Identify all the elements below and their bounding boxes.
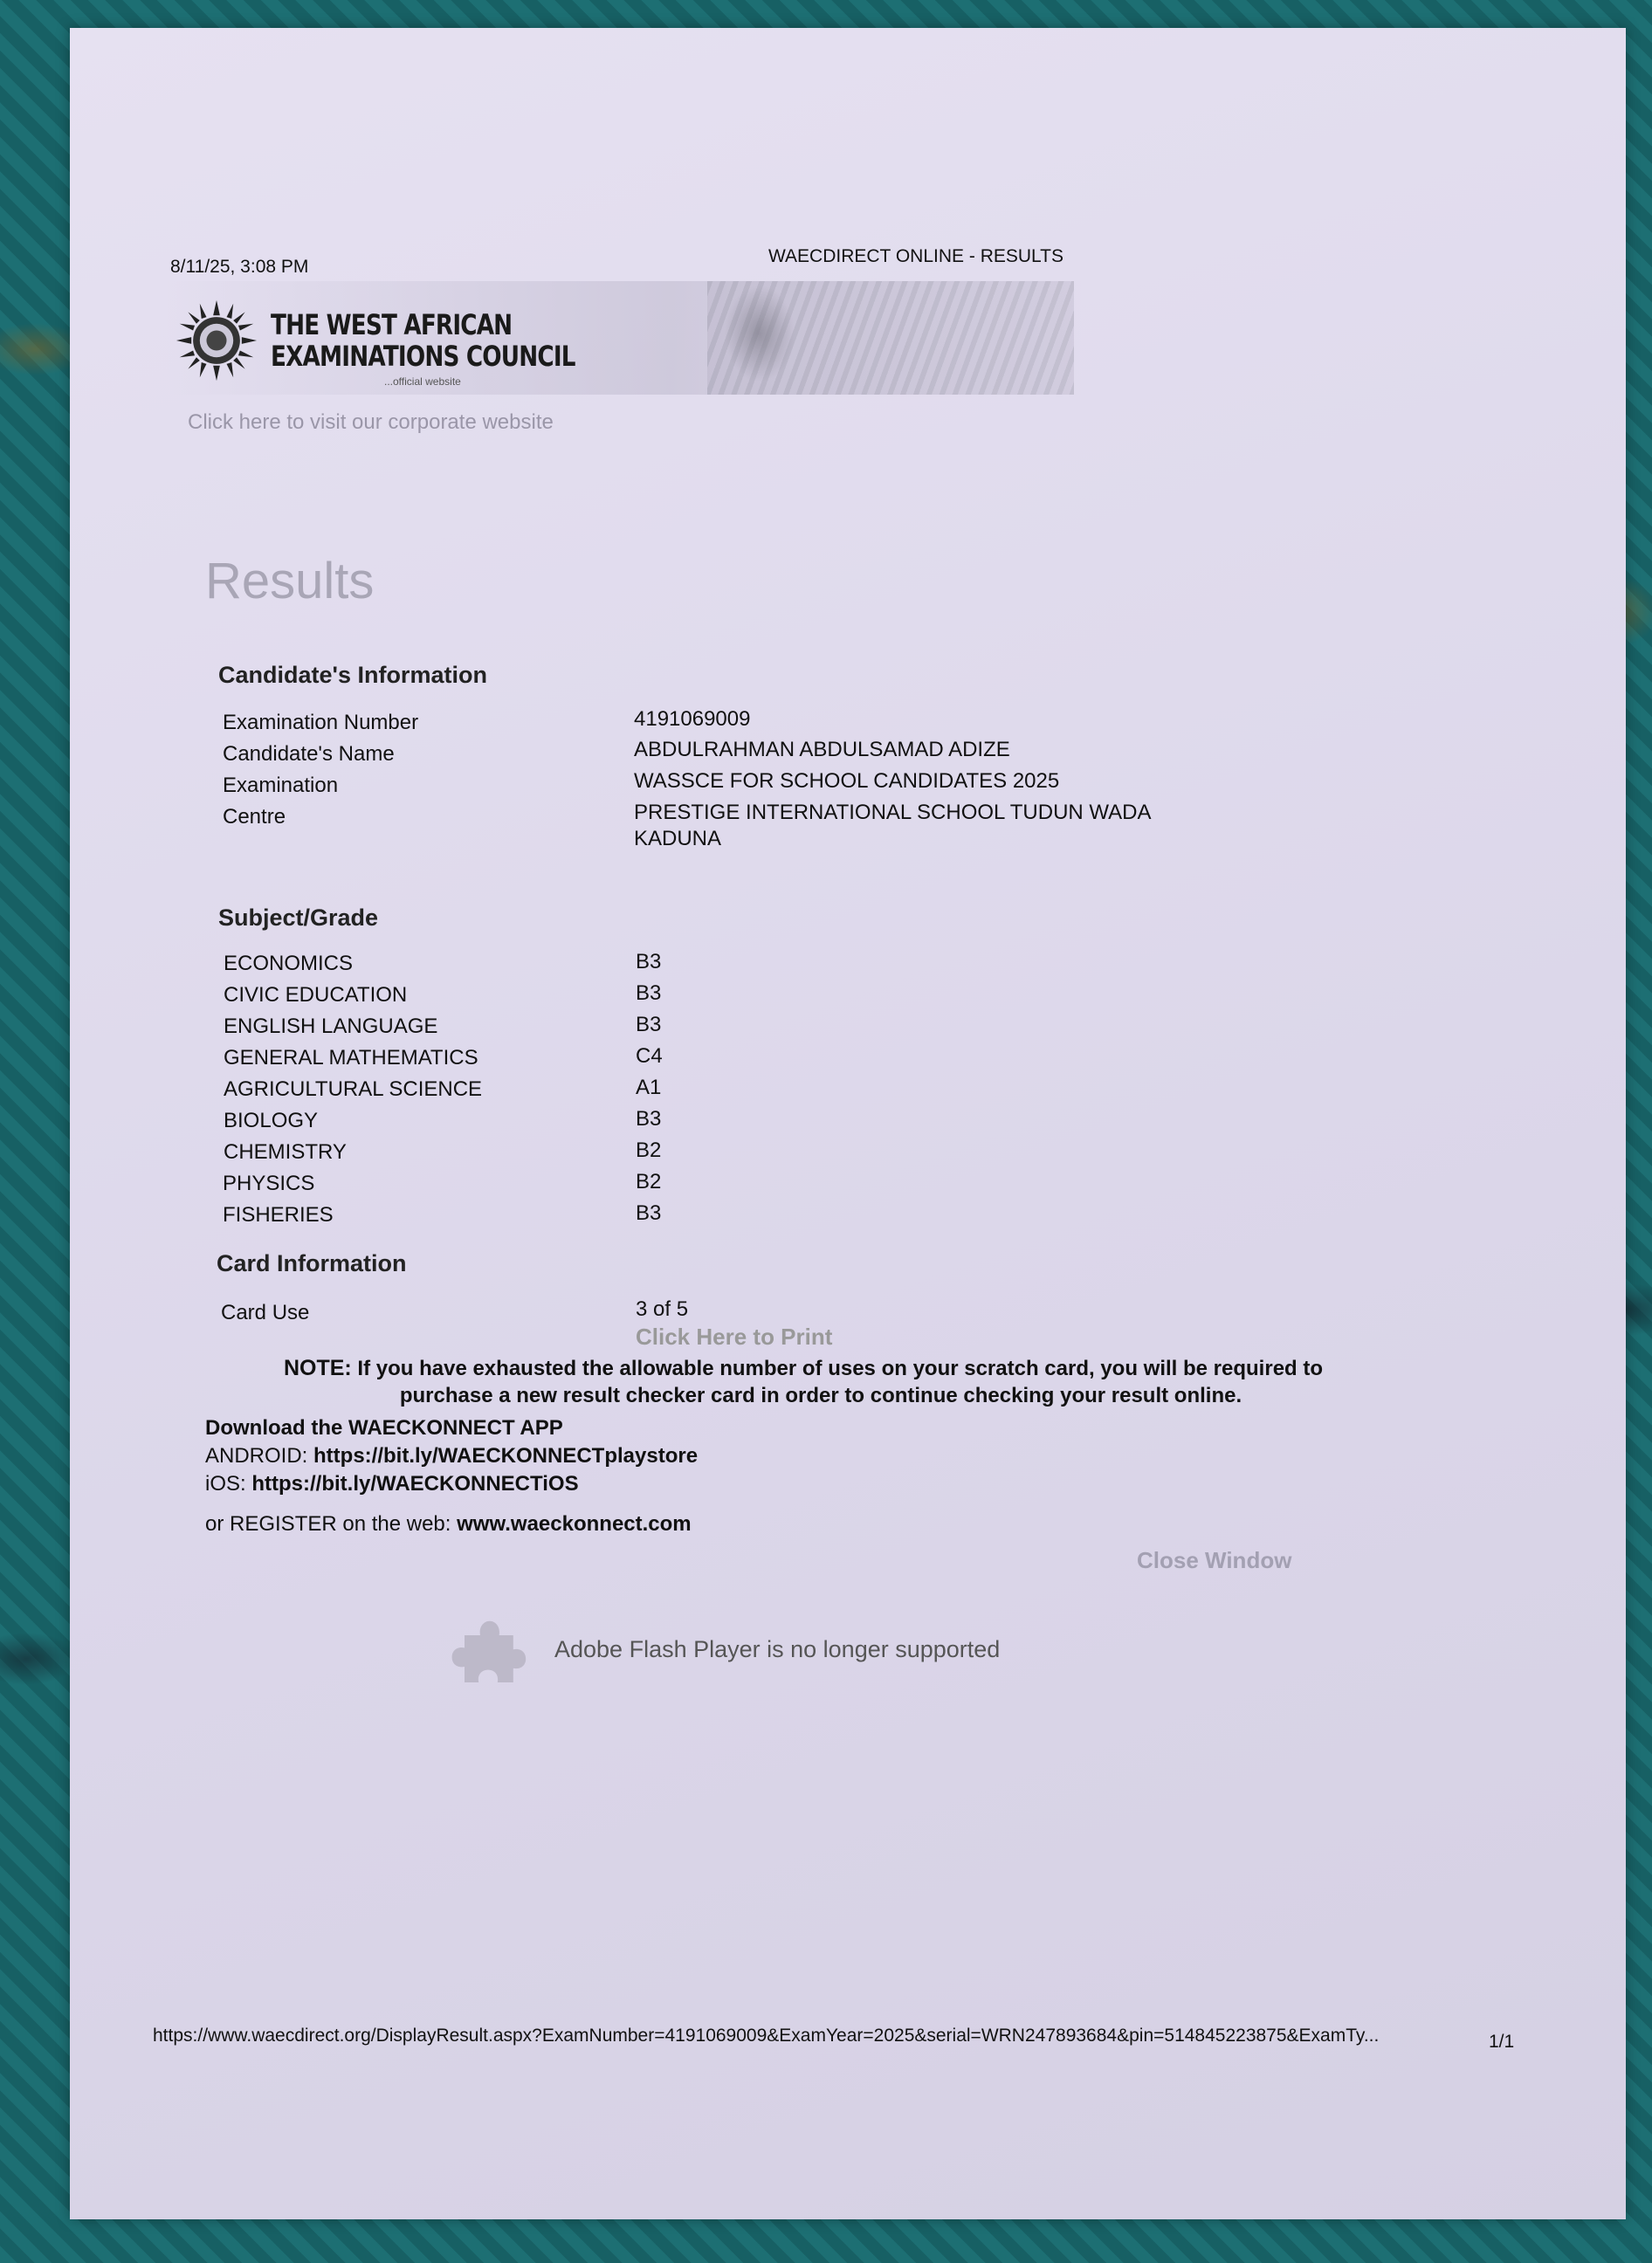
subject-name: ENGLISH LANGUAGE [224, 1015, 438, 1038]
register-link[interactable]: www.waeckonnect.com [457, 1512, 692, 1536]
waec-banner[interactable] [166, 281, 1083, 395]
org-tagline: ...official website [384, 375, 461, 388]
candidate-name-label: Candidate's Name [223, 742, 395, 766]
card-use-label: Card Use [221, 1301, 310, 1324]
centre-value: PRESTIGE INTERNATIONAL SCHOOL TUDUN WADA [634, 801, 1152, 824]
candidate-name-value: ABDULRAHMAN ABDULSAMAD ADIZE [634, 738, 1010, 761]
subject-grade: B3 [636, 1013, 662, 1036]
subject-grade: B3 [636, 981, 662, 1005]
waec-seal-icon [175, 299, 258, 382]
subject-grade: B3 [636, 950, 662, 973]
subject-grade: B2 [636, 1138, 662, 1162]
note-line2: purchase a new result checker card in order to continue checking your result online. [399, 1384, 1242, 1407]
exam-number-value: 4191069009 [634, 707, 751, 731]
subject-grade: B3 [636, 1107, 662, 1131]
page-title: Results [205, 553, 375, 609]
register-label: or REGISTER on the web: [205, 1512, 458, 1536]
register-line [205, 1512, 692, 1537]
corporate-website-link[interactable]: Click here to visit our corporate website [188, 410, 554, 434]
subject-name: CHEMISTRY [224, 1140, 347, 1164]
subject-name: FISHERIES [223, 1203, 334, 1227]
org-name: THE WEST AFRICAN EXAMINATIONS COUNCIL [271, 308, 575, 373]
card-use-value: 3 of 5 [636, 1297, 689, 1321]
subject-name: CIVIC EDUCATION [224, 983, 408, 1007]
ios-label: iOS: [205, 1472, 252, 1496]
print-button[interactable]: Click Here to Print [636, 1324, 833, 1350]
android-label: ANDROID: [205, 1444, 314, 1468]
candidate-info-heading: Candidate's Information [218, 662, 487, 688]
print-footer-url: https://www.waecdirect.org/DisplayResult.aspx?ExamNumber=4191069009&ExamYear=2025&serial=WRN247893684&pin=514845223875&ExamTy... [153, 2026, 1380, 2046]
exam-number-label: Examination Number [223, 711, 419, 734]
print-datetime: 8/11/25, 3:08 PM [170, 257, 309, 277]
note-line1: If you have exhausted the allowable number of uses on your scratch card, you will be required to [357, 1357, 1324, 1380]
print-page-number: 1/1 [1489, 2032, 1515, 2052]
android-link[interactable]: https://bit.ly/WAECKONNECTplaystore [313, 1444, 699, 1468]
subject-name: BIOLOGY [224, 1109, 319, 1132]
app-download-heading: Download the WAECKONNECT APP [205, 1416, 563, 1440]
close-window-button[interactable]: Close Window [1137, 1547, 1292, 1573]
subject-name: ECONOMICS [224, 952, 354, 975]
subject-grade: B2 [636, 1170, 662, 1193]
subject-grade-heading: Subject/Grade [218, 905, 379, 931]
examination-value: WASSCE FOR SCHOOL CANDIDATES 2025 [634, 769, 1060, 793]
note-prefix: NOTE: [283, 1356, 352, 1380]
subject-name: GENERAL MATHEMATICS [224, 1046, 478, 1070]
scratch-card-note [192, 1355, 1415, 1409]
print-page-title: WAECDIRECT ONLINE - RESULTS [768, 246, 1063, 266]
centre-value-line2: KADUNA [634, 827, 722, 850]
subject-grade: B3 [636, 1201, 662, 1225]
subject-name: AGRICULTURAL SCIENCE [224, 1077, 483, 1101]
plugin-puzzle-icon [449, 1612, 527, 1690]
app-download-block [205, 1414, 698, 1498]
subject-grade: A1 [636, 1076, 662, 1099]
printed-page [70, 28, 1626, 2219]
centre-label: Centre [223, 805, 286, 829]
flash-unsupported-message: Adobe Flash Player is no longer supported [554, 1636, 1001, 1662]
subject-grade: C4 [636, 1044, 663, 1068]
examination-label: Examination [223, 774, 339, 797]
subject-name: PHYSICS [223, 1172, 315, 1195]
ios-link[interactable]: https://bit.ly/WAECKONNECTiOS [251, 1472, 579, 1496]
banner-photo [707, 281, 1074, 395]
card-info-heading: Card Information [217, 1250, 407, 1276]
